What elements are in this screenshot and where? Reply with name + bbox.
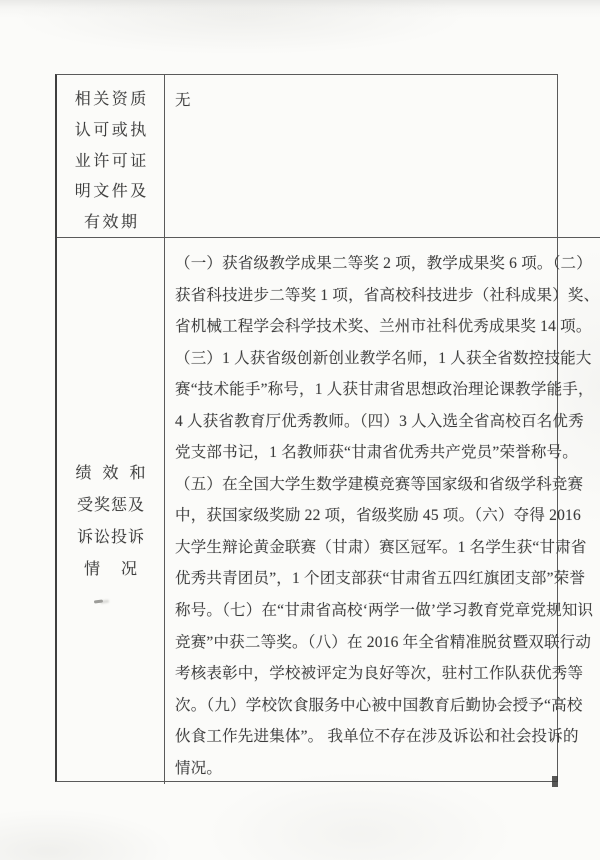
content-line: 称号。（七）在“甘肃省高校‘两学一做’学习教育党章党规知识 — [175, 602, 594, 620]
content-line: 竞赛”中获二等奖。（八）在 2016 年全省精准脱贫暨双联行动 — [175, 633, 592, 651]
content-line: 伙食工作先进集体”。 我单位不存在涉及诉讼和社会投诉的 — [175, 728, 579, 746]
row2-value-cell — [165, 238, 600, 784]
info-table — [55, 74, 600, 782]
row1-value: 无 — [175, 92, 191, 109]
content-line: 考核表彰中，学校被评定为良好等次，驻村工作队获优秀等 — [175, 665, 584, 683]
label-line: 明文件及 — [74, 183, 149, 201]
row1-label — [57, 75, 164, 239]
row2-label-cell — [57, 238, 165, 784]
label-line: 受奖惩及 — [76, 497, 145, 514]
content-line: （一）获省级教学成果二等奖 2 项，教学成果奖 6 项。（二） — [175, 255, 592, 272]
label-line: 诉讼投诉 — [76, 529, 145, 546]
row2-content — [175, 248, 599, 784]
content-line: 次。（九）学校饮食服务中心被中国教育后勤协会授予“高校 — [175, 696, 583, 714]
content-line: 中，获国家级奖励 22 项，省级奖励 45 项。（六）夺得 2016 — [175, 507, 581, 525]
content-line: 省机械工程学会科学技术奖、兰州市社科优秀成果奖 14 项。 — [175, 318, 592, 336]
content-line: 情况。 — [175, 759, 223, 777]
content-line: 赛“技术能手”称号，1 人获甘肃省思想政治理论课教学能手， — [175, 381, 594, 399]
content-line: 党支部书记，1 名教师获“甘肃省优秀共产党员”荣誉称号。 — [175, 444, 578, 462]
label-line: 业许可证 — [74, 152, 149, 170]
content-line: （五）在全国大学生数学建模竞赛等国家级和省级学科竞赛 — [175, 475, 584, 493]
content-line: 4 人获省教育厅优秀教师。（四）3 人入选全省高校百名优秀 — [175, 412, 584, 430]
row2-label — [57, 458, 164, 586]
row1-value-cell — [165, 75, 600, 238]
content-line: 优秀共青团员”，1 个团支部获“甘肃省五四红旗团支部”荣誉 — [175, 570, 586, 588]
label-line: 认可或执 — [74, 121, 149, 139]
content-line: 获省科技进步二等奖 1 项，省高校科技进步（社科成果）奖、 — [175, 286, 600, 304]
content-line: 大学生辩论黄金联赛（甘肃）赛区冠军。1 名学生获“甘肃省 — [175, 538, 587, 556]
scan-corner-artifact — [552, 776, 558, 787]
label-line: 相关资质 — [74, 91, 149, 108]
label-line: 情 况 — [83, 561, 138, 578]
label-line: 有效期 — [83, 214, 140, 232]
content-line: （三）1 人获省级创新创业教学名师，1 人获全省数控技能大 — [175, 349, 592, 367]
label-line: 绩 效 和 — [75, 465, 147, 482]
row1-label-cell — [57, 75, 165, 238]
